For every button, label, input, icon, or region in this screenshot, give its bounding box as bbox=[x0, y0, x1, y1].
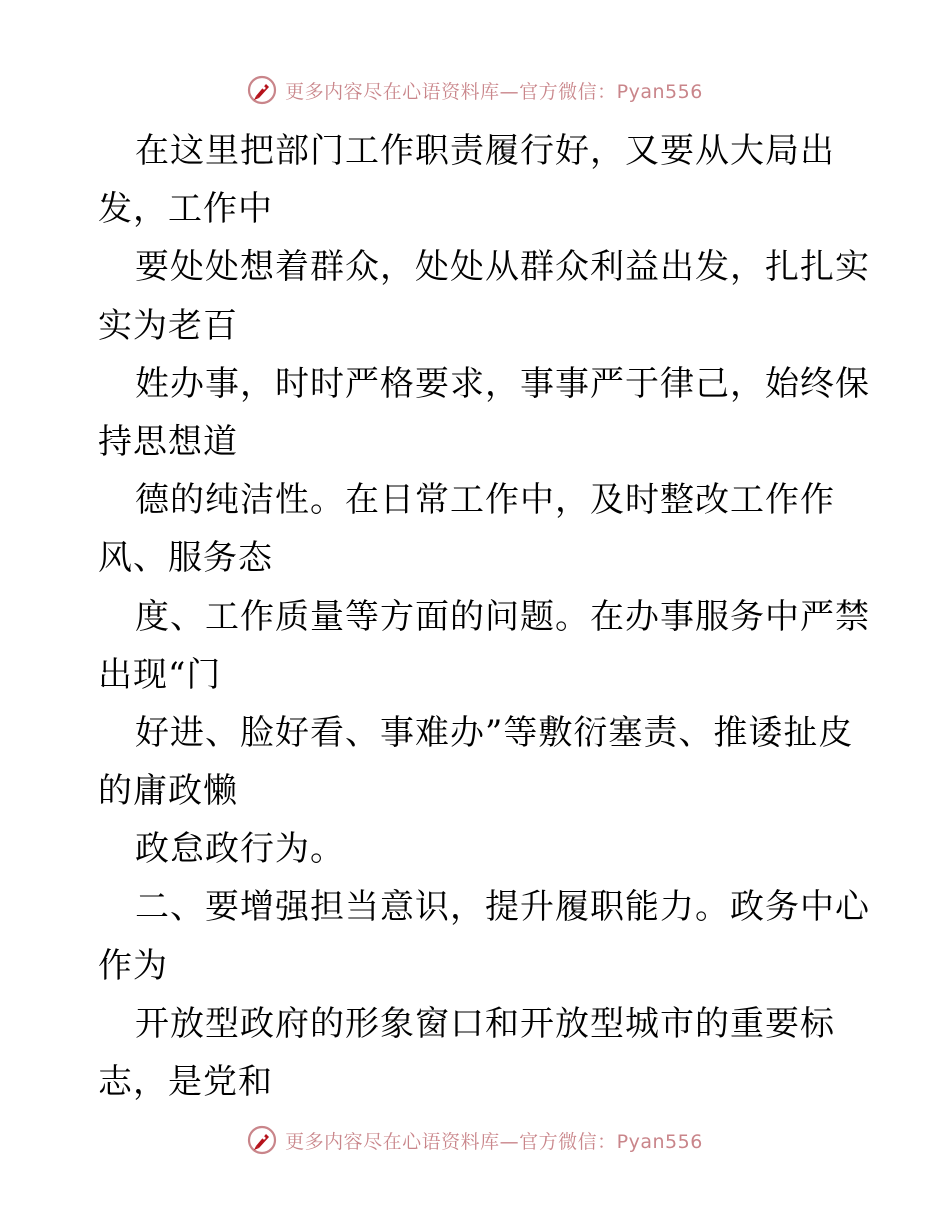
pen-nib-logo-icon bbox=[247, 1125, 277, 1155]
body-line: 实为老百 bbox=[98, 305, 238, 346]
pen-nib-logo-icon bbox=[247, 75, 277, 105]
footer-banner-content bbox=[247, 1125, 703, 1155]
body-line: 要处处想着群众，处处从群众利益出发，扎扎实 bbox=[135, 247, 870, 288]
body-line: 度、工作质量等方面的问题。在办事服务中严禁 bbox=[135, 596, 870, 637]
body-line: 持思想道 bbox=[98, 421, 238, 462]
body-line: 好进、脸好看、事难办”等敷衍塞责、推诿扯皮 bbox=[135, 712, 854, 753]
body-line: 开放型政府的形象窗口和开放型城市的重要标 bbox=[135, 1003, 835, 1044]
header-banner-content bbox=[247, 75, 703, 105]
body-line: 政怠政行为。 bbox=[135, 829, 345, 870]
body-line: 出现“门 bbox=[98, 654, 222, 695]
body-line: 的庸政懒 bbox=[98, 771, 238, 812]
body-line: 风、服务态 bbox=[98, 538, 273, 579]
body-line: 发，工作中 bbox=[98, 189, 273, 230]
body-line: 德的纯洁性。在日常工作中，及时整改工作作 bbox=[135, 480, 835, 521]
body-line: 在这里把部门工作职责履行好，又要从大局出 bbox=[135, 131, 835, 171]
header-banner-text: 更多内容尽在心语资料库—官方微信：Pyan556 bbox=[285, 80, 703, 103]
body-line: 作为 bbox=[98, 945, 168, 986]
body-line: 志，是党和 bbox=[98, 1062, 273, 1102]
footer-banner bbox=[0, 1120, 950, 1160]
body-line: 姓办事，时时严格要求，事事严于律己，始终保 bbox=[135, 363, 870, 404]
body-line: 二、要增强担当意识，提升履职能力。政务中心 bbox=[135, 887, 870, 928]
footer-banner-text: 更多内容尽在心语资料库—官方微信：Pyan556 bbox=[285, 1130, 703, 1153]
document-body bbox=[98, 122, 870, 1111]
header-banner bbox=[0, 70, 950, 110]
